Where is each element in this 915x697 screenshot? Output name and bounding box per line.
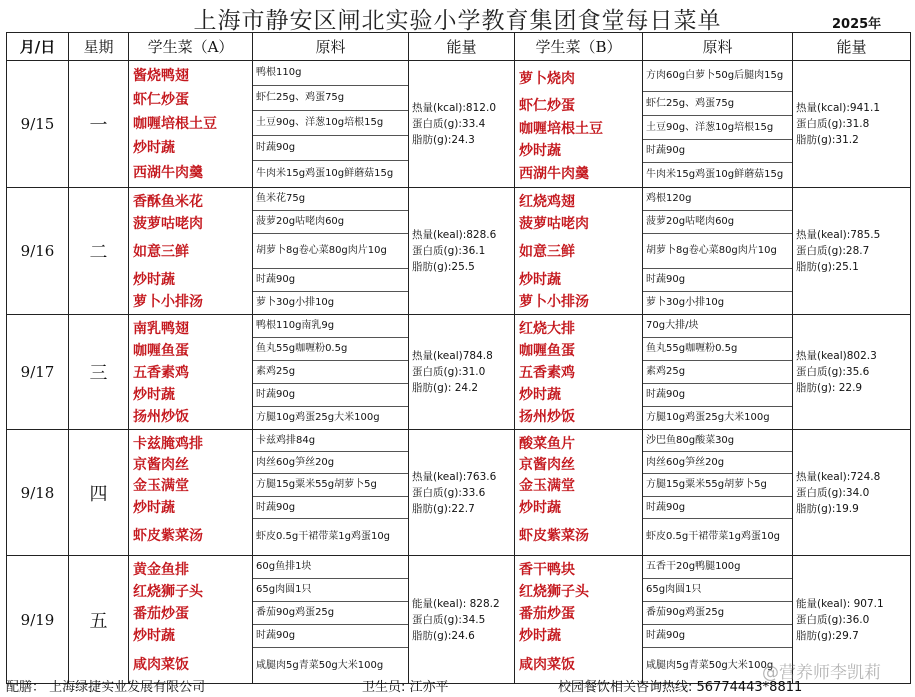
ingredients-b-cell [643, 188, 793, 315]
dish-name: 炒时蔬 [519, 387, 561, 403]
protein-line: 蛋白质(g):31.0 [412, 366, 486, 378]
ingredient-line: 鱼米花75g [256, 193, 306, 204]
dish-name: 炒时蔬 [519, 143, 561, 159]
protein-line: 蛋白质(g):28.7 [796, 245, 870, 257]
ingredient-line: 时蔬90g [643, 383, 792, 406]
fat-line: 脂肪(g): 24.2 [412, 382, 479, 394]
protein-line: 蛋白质(g):35.6 [796, 366, 870, 378]
dish-name: 南乳鸭翅 [133, 321, 189, 337]
dish-name: 炒时蔬 [133, 140, 175, 156]
dish-name: 菠萝咕咾肉 [519, 216, 589, 232]
dish-name: 红烧狮子头 [133, 584, 203, 600]
ingredient-line: 牛肉米15g鸡蛋10g鲜蘑菇15g [253, 160, 408, 187]
dishes-a-cell [129, 315, 253, 430]
dish-name: 炒时蔬 [133, 272, 175, 288]
dish-name: 炒时蔬 [519, 272, 561, 288]
dish-name: 黄金鱼排 [133, 562, 189, 578]
dish-name: 咸肉菜饭 [519, 656, 575, 673]
sanitation-officer-text: 卫生员: 江亦平 [362, 680, 449, 695]
weekday-cell: 三 [69, 315, 129, 430]
nutrition-b-cell [793, 61, 911, 188]
ingredient-line: 沙巴鱼80g酸菜30g [646, 434, 735, 446]
nutrition-a-cell [409, 556, 515, 684]
ingredient-line: 时蔬90g [643, 496, 792, 518]
dish-name: 咸肉菜饭 [133, 656, 189, 673]
dishes-a-cell [129, 61, 253, 188]
ingredient-line: 五香干20g鸭腿100g [646, 561, 741, 572]
day-row [7, 315, 911, 430]
dish-name: 虾仁炒蛋 [519, 97, 575, 114]
dishes-b-cell [515, 556, 643, 684]
ingredient-line: 菠萝20g咕咾肉60g [253, 210, 408, 233]
protein-line: 蛋白质(g):34.5 [412, 613, 486, 626]
dish-name: 咖喱培根土豆 [133, 116, 217, 132]
weekday-cell: 一 [69, 61, 129, 188]
dish-name: 虾皮紫菜汤 [133, 528, 203, 544]
dishes-b-cell [515, 188, 643, 315]
ingredient-line: 方腿15g粟米55g胡萝卜5g [643, 473, 792, 496]
ingredient-line: 方腿10g鸡蛋25g大米100g [643, 406, 792, 429]
energy-line: 热量(kcal):941.1 [796, 102, 880, 114]
dish-name: 炒时蔬 [519, 628, 561, 644]
ingredient-line: 鸭根110g [256, 67, 302, 78]
dish-name: 虾皮紫菜汤 [519, 528, 589, 544]
header-menu-a: 学生菜（A） [129, 33, 253, 61]
ingredient-line: 虾仁25g、鸡蛋75g [643, 91, 792, 115]
ingredient-line: 方腿15g粟米55g胡萝卜5g [253, 473, 408, 496]
year-label: 2025年 [832, 17, 882, 32]
ingredient-line: 鸭根110g南乳9g [256, 320, 335, 331]
watermark: @营养师李凯莉 [762, 663, 881, 683]
energy-line: 热量(keal):724.8 [796, 470, 881, 483]
fat-line: 脂肪(g): 22.9 [796, 382, 863, 394]
header-weekday: 星期 [69, 33, 129, 61]
page-title: 上海市静安区闸北实验小学教育集团食堂每日菜单 [193, 8, 722, 34]
ingredients-b-cell [643, 315, 793, 430]
ingredient-line: 萝卜30g小排10g [643, 291, 792, 314]
ingredient-line: 鱼丸55g咖喱粉0.5g [253, 337, 408, 360]
ingredient-line: 土豆90g、洋葱10g培根15g [253, 110, 408, 135]
dish-name: 扬州炒饭 [133, 409, 189, 425]
fat-line: 脂肪(g):22.7 [412, 502, 475, 515]
dishes-b-cell [515, 61, 643, 188]
date-cell: 9/19 [7, 556, 69, 684]
dish-name: 香酥鱼米花 [133, 194, 203, 210]
fat-line: 脂肪(g):24.6 [412, 629, 475, 642]
nutrition-a-cell [409, 315, 515, 430]
date-cell: 9/18 [7, 430, 69, 556]
nutrition-b-cell [793, 315, 911, 430]
dish-name: 西湖牛肉羹 [519, 166, 589, 182]
nutrition-a-cell [409, 430, 515, 556]
ingredient-line: 方腿10g鸡蛋25g大米100g [253, 406, 408, 429]
hotline-text: 校园餐饮相关咨询热线: 56774443*8811 [558, 680, 803, 695]
energy-line: 热量(keal)784.8 [412, 350, 493, 362]
date-cell: 9/15 [7, 61, 69, 188]
ingredient-line: 时蔬90g [643, 624, 792, 647]
fat-line: 脂肪(g):31.2 [796, 134, 859, 146]
energy-line: 热量(kcal):812.0 [412, 102, 496, 114]
weekday-cell: 二 [69, 188, 129, 315]
supplier-text: 配膳： 上海绿捷实业发展有限公司 [6, 680, 206, 695]
nutrition-a-cell [409, 188, 515, 315]
dishes-b-cell [515, 430, 643, 556]
dish-name: 酱烧鸭翅 [133, 68, 189, 84]
protein-line: 蛋白质(g):34.0 [796, 486, 870, 499]
dish-name: 金玉满堂 [519, 478, 575, 494]
energy-line: 能量(keal): 828.2 [412, 597, 500, 610]
dish-name: 扬州炒饭 [519, 409, 575, 425]
ingredient-line: 虾皮0.5g干裙带菜1g鸡蛋10g [253, 518, 408, 555]
energy-line: 热量(keal):785.5 [796, 229, 881, 241]
header-menu-b: 学生菜（B） [515, 33, 643, 61]
dishes-a-cell [129, 430, 253, 556]
dish-name: 虾仁炒蛋 [133, 92, 189, 108]
dish-name: 红烧狮子头 [519, 584, 589, 600]
ingredient-line: 时蔬90g [253, 135, 408, 160]
ingredient-line: 虾皮0.5g干裙带菜1g鸡蛋10g [643, 518, 792, 555]
protein-line: 蛋白质(g):36.1 [412, 245, 486, 257]
ingredient-line: 时蔬90g [253, 383, 408, 406]
dish-name: 京酱肉丝 [133, 456, 189, 473]
ingredient-line: 60g鱼排1块 [256, 561, 312, 572]
dish-name: 咖喱鱼蛋 [519, 343, 575, 359]
ingredient-line: 素鸡25g [643, 360, 792, 383]
dish-name: 炒时蔬 [133, 499, 175, 516]
ingredient-line: 菠萝20g咕咾肉60g [643, 210, 792, 233]
dish-name: 番茄炒蛋 [133, 606, 189, 622]
dish-name: 红烧大排 [519, 321, 575, 337]
dish-name: 京酱肉丝 [519, 456, 575, 473]
dish-name: 炒时蔬 [133, 387, 175, 403]
dish-name: 金玉满堂 [133, 478, 189, 494]
dish-name: 卡兹腌鸡排 [133, 435, 203, 452]
nutrition-b-cell [793, 430, 911, 556]
nutrition-b-cell [793, 188, 911, 315]
header-energy-b: 能量 [793, 33, 911, 61]
day-row [7, 188, 911, 315]
menu-table [6, 32, 911, 684]
ingredient-line: 胡萝卜8g卷心菜80g肉片10g [253, 233, 408, 268]
ingredient-line: 咸腿肉5g青菜50g大米100g [643, 647, 792, 683]
ingredient-line: 鱼丸55g咖喱粉0.5g [643, 337, 792, 360]
weekday-cell: 五 [69, 556, 129, 684]
ingredient-line: 胡萝卜8g卷心菜80g肉片10g [643, 233, 792, 268]
date-cell: 9/16 [7, 188, 69, 315]
dish-name: 香干鸭块 [519, 562, 575, 578]
ingredient-line: 番茄90g鸡蛋25g [643, 601, 792, 624]
energy-line: 热量(keal):763.6 [412, 470, 497, 483]
ingredients-a-cell [253, 556, 409, 684]
ingredient-line: 肉丝60g笋丝20g [643, 451, 792, 473]
protein-line: 蛋白质(g):33.6 [412, 486, 486, 499]
energy-line: 能量(keal): 907.1 [796, 597, 884, 610]
ingredient-line: 虾仁25g、鸡蛋75g [253, 85, 408, 110]
dish-name: 炒时蔬 [519, 499, 561, 516]
ingredient-line: 素鸡25g [253, 360, 408, 383]
fat-line: 脂肪(g):25.1 [796, 261, 859, 273]
dish-name: 如意三鲜 [133, 244, 189, 260]
ingredient-line: 方肉60g白萝卜50g后腿肉15g [646, 70, 784, 81]
ingredient-line: 时蔬90g [253, 624, 408, 647]
dishes-a-cell [129, 556, 253, 684]
ingredient-line: 70g大排/块 [646, 320, 699, 331]
dish-name: 酸菜鱼片 [519, 435, 575, 452]
dish-name: 红烧鸡翅 [519, 194, 575, 210]
nutrition-a-cell [409, 61, 515, 188]
ingredients-a-cell [253, 315, 409, 430]
day-row [7, 61, 911, 188]
ingredient-line: 时蔬90g [253, 268, 408, 291]
fat-line: 脂肪(g):29.7 [796, 629, 859, 642]
dishes-b-cell [515, 315, 643, 430]
weekday-cell: 四 [69, 430, 129, 556]
ingredient-line: 65g肉圆1只 [643, 578, 792, 601]
dish-name: 如意三鲜 [519, 244, 575, 260]
header-date: 月/日 [7, 33, 69, 61]
ingredients-a-cell [253, 188, 409, 315]
dish-name: 菠萝咕咾肉 [133, 216, 203, 232]
dish-name: 咖喱培根土豆 [519, 120, 603, 137]
header-ingredients-a: 原料 [253, 33, 409, 61]
ingredient-line: 牛肉米15g鸡蛋10g鲜蘑菇15g [643, 162, 792, 187]
dish-name: 萝卜小排汤 [133, 294, 203, 310]
dish-name: 五香素鸡 [519, 365, 575, 381]
date-cell: 9/17 [7, 315, 69, 430]
dish-name: 咖喱鱼蛋 [133, 343, 189, 359]
fat-line: 脂肪(g):24.3 [412, 134, 475, 146]
ingredient-line: 咸腿肉5g青菜50g大米100g [253, 647, 408, 683]
dish-name: 炒时蔬 [133, 628, 175, 644]
day-row [7, 430, 911, 556]
ingredient-line: 时蔬90g [253, 496, 408, 518]
ingredients-a-cell [253, 430, 409, 556]
header-energy-a: 能量 [409, 33, 515, 61]
dishes-a-cell [129, 188, 253, 315]
ingredients-a-cell [253, 61, 409, 188]
protein-line: 蛋白质(g):31.8 [796, 118, 870, 130]
protein-line: 蛋白质(g):36.0 [796, 613, 870, 626]
dish-name: 西湖牛肉羹 [133, 165, 203, 181]
ingredient-line: 时蔬90g [643, 139, 792, 162]
dish-name: 五香素鸡 [133, 365, 189, 381]
ingredient-line: 土豆90g、洋葱10g培根15g [643, 115, 792, 139]
energy-line: 热量(keal):828.6 [412, 229, 497, 241]
dish-name: 萝卜烧肉 [519, 71, 575, 87]
ingredient-line: 番茄90g鸡蛋25g [253, 601, 408, 624]
fat-line: 脂肪(g):25.5 [412, 261, 475, 273]
ingredient-line: 65g肉圆1只 [253, 578, 408, 601]
header-ingredients-b: 原料 [643, 33, 793, 61]
energy-line: 热量(keal)802.3 [796, 350, 877, 362]
dish-name: 萝卜小排汤 [519, 294, 589, 310]
ingredient-line: 时蔬90g [643, 268, 792, 291]
ingredient-line: 萝卜30g小排10g [253, 291, 408, 314]
ingredient-line: 卡兹鸡排84g [256, 434, 316, 446]
ingredients-b-cell [643, 430, 793, 556]
dish-name: 番茄炒蛋 [519, 606, 575, 622]
ingredient-line: 鸡根120g [646, 193, 692, 204]
header-row [7, 33, 911, 61]
protein-line: 蛋白质(g):33.4 [412, 118, 486, 130]
fat-line: 脂肪(g):19.9 [796, 502, 859, 515]
ingredients-b-cell [643, 61, 793, 188]
ingredient-line: 肉丝60g笋丝20g [253, 451, 408, 473]
